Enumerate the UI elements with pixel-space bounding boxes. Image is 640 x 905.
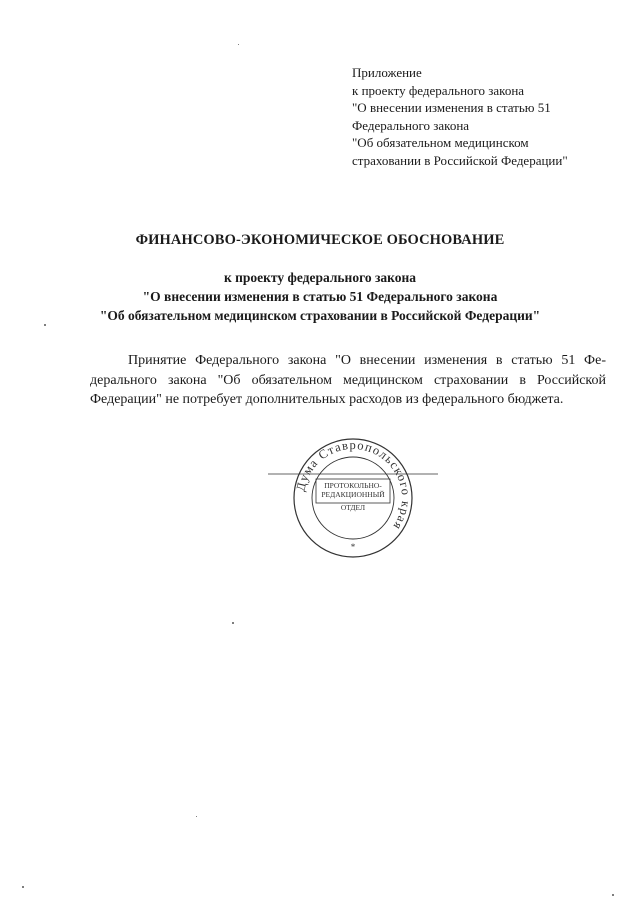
stamp-inner-line: РЕДАКЦИОННЫЙ (321, 490, 385, 499)
body-line: Федерации" не потребует дополнительных расходов из федерального бюджета. (90, 392, 564, 407)
appendix-line: Приложение (352, 65, 422, 80)
appendix-line: "О внесении изменения в статью 51 (352, 100, 551, 115)
stamp-star-icon: * (350, 542, 356, 552)
title-subline: к проекту федерального закона (223, 270, 417, 285)
document-title: ФИНАНСОВО-ЭКОНОМИЧЕСКОЕ ОБОСНОВАНИЕ (135, 232, 505, 248)
scan-speck (612, 894, 614, 896)
appendix-line: "Об обязательном медицинском (352, 135, 529, 150)
appendix-line: страховании в Российской Федерации" (352, 152, 568, 168)
scan-speck (196, 816, 197, 817)
title-subline: "Об обязательном медицинском страховании в Российской Федерации" (99, 308, 541, 323)
body-line: Принятие Федерального закона "О внесении изменения в статью 51 Фе- (128, 353, 606, 368)
appendix-line: к проекту федерального закона (352, 82, 525, 98)
scan-speck (44, 324, 46, 326)
body-paragraph (90, 351, 606, 410)
stamp-ring-text: Дума Ставропольского края (293, 437, 414, 534)
scan-speck (238, 44, 239, 45)
title-subline: "О внесении изменения в статью 51 Федерального закона (142, 289, 498, 304)
stamp-inner-line: ОТДЕЛ (340, 503, 366, 512)
scan-speck (22, 886, 24, 888)
body-line: дерального закона "Об обязательном медицинском страховании в Российской (90, 372, 606, 388)
appendix-line: Федерального закона (352, 117, 470, 133)
stamp-inner-line: ПРОТОКОЛЬНО- (324, 481, 382, 490)
official-stamp (268, 436, 438, 560)
scan-speck (232, 622, 234, 624)
appendix-header (352, 64, 622, 169)
